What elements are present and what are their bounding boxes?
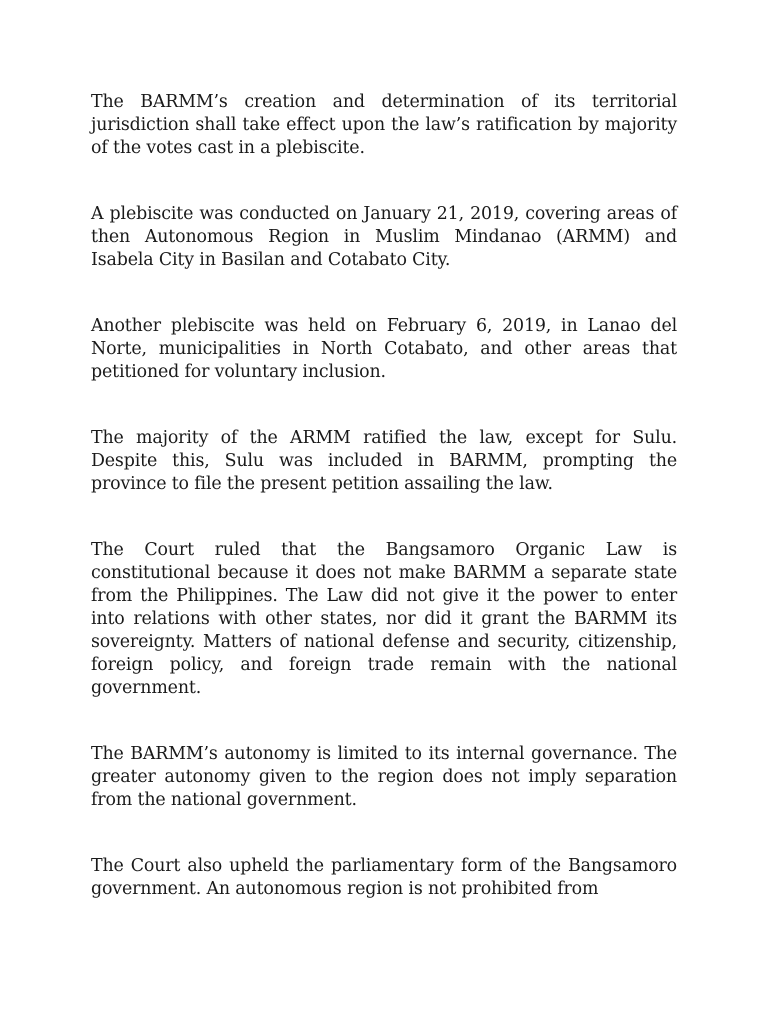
- document-body: [91, 91, 677, 901]
- paragraph-court-ruling: The Court ruled that the Bangsamoro Organic Law is constitutional because it does not make BARMM a separate state from the Philippines. The Law did not give it the power to enter into relations with other states, nor did it grant the BARMM its sovereignty. Matters of national defense and security, citizenship, foreign policy, and foreign trade remain with the national government.: [91, 540, 677, 698]
- paragraph-sulu: The majority of the ARMM ratified the law, except for Sulu. Despite this, Sulu was included in BARMM, prompting the province to file the present petition assailing the law.: [91, 428, 677, 494]
- paragraph-second-plebiscite: Another plebiscite was held on February 6, 2019, in Lanao del Norte, municipalities in North Cotabato, and other areas that petitioned for voluntary inclusion.: [91, 316, 677, 382]
- paragraph-first-plebiscite: A plebiscite was conducted on January 21, 2019, covering areas of then Autonomous Region in Muslim Mindanao (ARMM) and Isabela City in Basilan and Cotabato City.: [91, 204, 677, 270]
- paragraph-ratification: The BARMM’s creation and determination of its territorial jurisdiction shall take effect upon the law’s ratification by majority of the votes cast in a plebiscite.: [91, 92, 677, 158]
- paragraph-parliamentary-form: The Court also upheld the parliamentary form of the Bangsamoro government. An autonomous region is not prohibited from: [91, 856, 677, 899]
- paragraph-autonomy: The BARMM’s autonomy is limited to its internal governance. The greater autonomy given to the region does not imply separation from the national government.: [91, 744, 677, 810]
